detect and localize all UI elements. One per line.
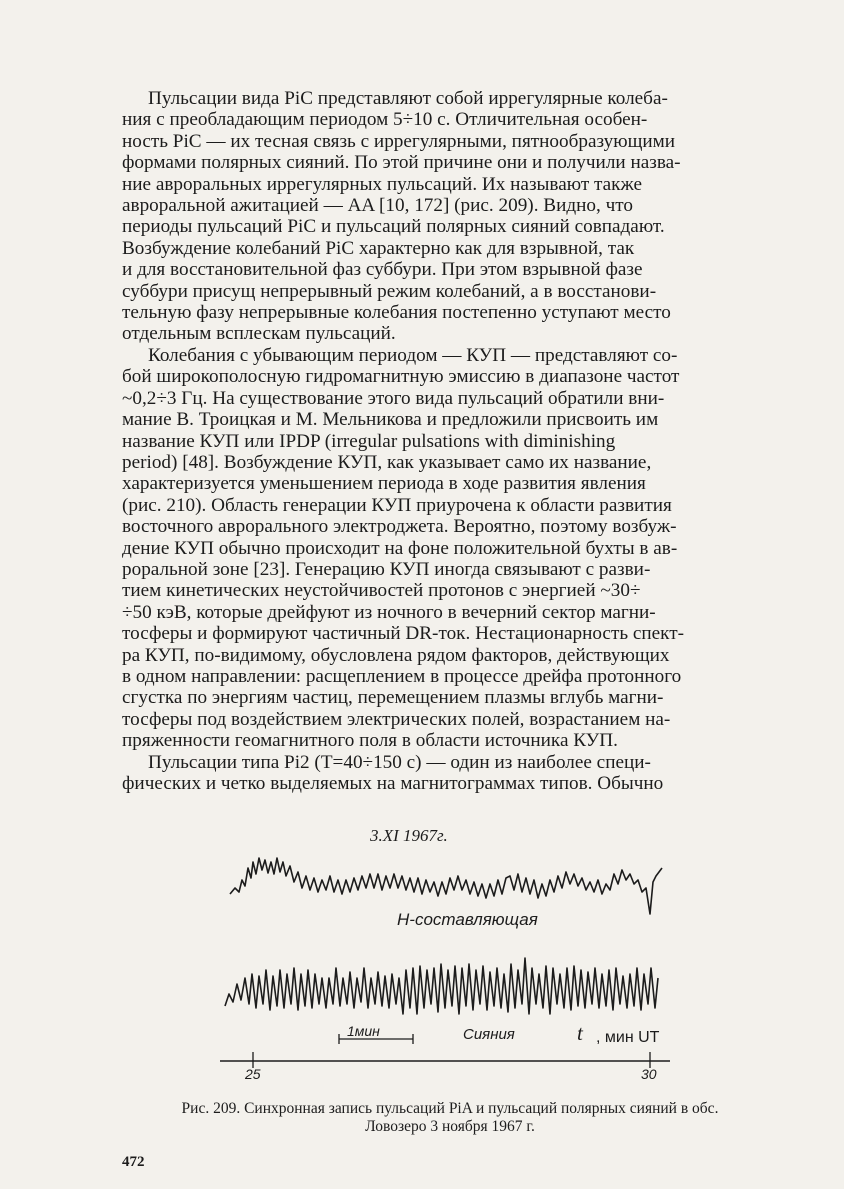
figure-caption [122, 1100, 778, 1136]
text-line: роральной зоне [23]. Генерацию КУП иногда связывают с разви- [122, 558, 651, 580]
text-line: (рис. 210). Область генерации КУП приурочена к области развития [122, 494, 672, 516]
text-line: пряженности геомагнитного поля в области источника КУП. [122, 730, 618, 752]
time-tick-label-start: 25 [245, 1066, 261, 1082]
text-line: мание В. Троицкая и М. Мельникова и предложили присвоить им [122, 409, 659, 431]
text-line: ность PiC — их тесная связь с иррегулярными, пятнообразующими [122, 130, 676, 152]
text-line: характеризуется уменьшением периода в ходе развития явления [122, 473, 646, 495]
text-line: тием кинетических неустойчивостей протонов с энергией ~30÷ [122, 580, 641, 602]
text-line: period) [48]. Возбуждение КУП, как указывает само их название, [122, 451, 652, 473]
text-line: дение КУП обычно происходит на фоне положительной бухты в ав- [122, 537, 678, 559]
text-line: суббури присущ непрерывный режим колебаний, а в восстанови- [122, 280, 657, 302]
text-line: ~0,2÷3 Гц. На существование этого вида пульсаций обратили вни- [122, 387, 665, 409]
text-line: сгустка по энергиям частиц, перемещением плазмы вглубь магни- [122, 687, 664, 709]
text-line: тосферы под воздействием электрических полей, возрастанием на- [122, 708, 671, 730]
text-line: Колебания с убывающим периодом — КУП — представляют со- [148, 344, 678, 366]
h-component-label: Н-составляющая [397, 910, 538, 929]
text-line: ÷50 кэВ, которые дрейфуют из ночного в вечерний сектор магни- [122, 601, 656, 623]
figure-date: 3.XI 1967г. [370, 826, 448, 845]
page-number: 472 [122, 1154, 145, 1170]
figure-209 [215, 818, 675, 1083]
paragraph-pic [122, 88, 778, 345]
scale-label: 1мин [347, 1023, 380, 1039]
text-line: тосферы и формируют частичный DR-ток. Нестационарность спект- [122, 623, 685, 645]
text-line: ния с преобладающим периодом 5÷10 с. Отличительная особен- [122, 109, 648, 131]
paragraph-kup [122, 345, 778, 752]
text-line: и для восстановительной фаз суббури. При этом взрывной фазе [122, 259, 643, 281]
aurora-trace [225, 958, 658, 1014]
text-line: фических и четко выделяемых на магнитограммах типов. Обычно [122, 773, 664, 794]
time-tick-label-end: 30 [641, 1066, 657, 1082]
text-line: восточного аврорального электроджета. Вероятно, поэтому возбуж- [122, 516, 677, 538]
caption-line: Рис. 209. Синхронная запись пульсаций PiA и пульсаций полярных сияний в обс. [181, 1100, 719, 1117]
text-line: формами полярных сияний. По этой причине они и получили назва- [122, 152, 681, 174]
text-line: название КУП или IPDP (irregular pulsations with diminishing [122, 430, 616, 452]
text-line: периоды пульсаций PiC и пульсаций полярных сияний совпадают. [122, 216, 665, 238]
paragraph-pi2 [122, 752, 778, 795]
time-unit-label: , мин UT [596, 1029, 660, 1046]
text-line: ра КУП, по-видимому, обусловлена рядом факторов, действующих [122, 644, 670, 666]
h-component-trace [230, 858, 662, 914]
aurora-label: Сияния [463, 1026, 515, 1043]
time-symbol: t [577, 1021, 583, 1045]
text-line: ние авроральных иррегулярных пульсаций. Их называют также [122, 173, 642, 195]
text-line: в одном направлении: расщеплением в процессе дрейфа протонного [122, 665, 682, 687]
text-line: бой широкополосную гидромагнитную эмиссию в диапазоне частот [122, 366, 680, 388]
text-line: Пульсации типа Pi2 (T=40÷150 с) — один из наиболее специ- [148, 751, 651, 773]
caption-line: Ловозеро 3 ноября 1967 г. [365, 1118, 535, 1135]
text-line: Пульсации вида PiC представляют собой иррегулярные колеба- [148, 88, 668, 109]
text-line: авроральной ажитацией — AA [10, 172] (рис. 209). Видно, что [122, 195, 633, 217]
text-line: Возбуждение колебаний PiC характерно как для взрывной, так [122, 237, 635, 259]
text-line: отдельным всплескам пульсаций. [122, 323, 396, 345]
text-line: тельную фазу непрерывные колебания постепенно уступают место [122, 302, 671, 324]
body-text [122, 88, 778, 794]
